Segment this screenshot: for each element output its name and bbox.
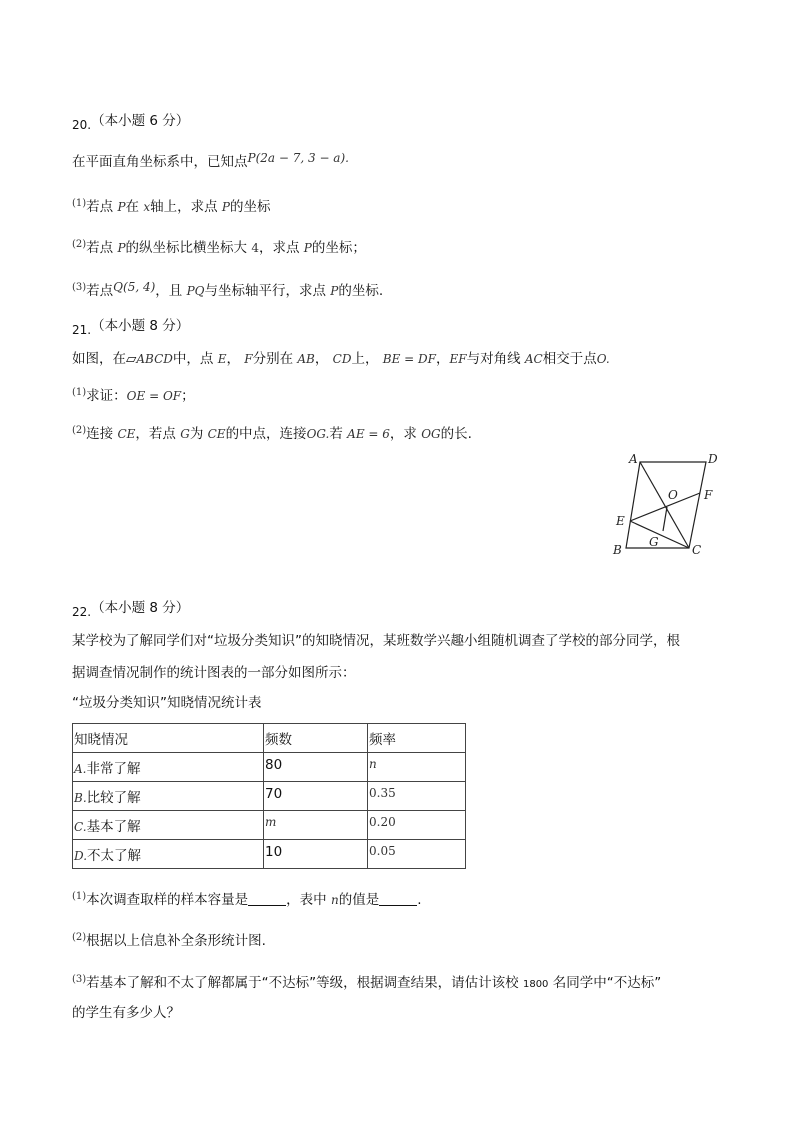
var: P — [330, 284, 339, 298]
q21-part2 — [72, 422, 472, 443]
q20-part3 — [72, 278, 383, 300]
text: 与对角线 — [466, 351, 521, 367]
point-p-expression: P(2a − 7, 3 − a). — [247, 151, 349, 165]
var: CE — [207, 427, 226, 441]
question-number: 20. — [72, 118, 92, 132]
text: 如图，在▱ — [72, 351, 137, 367]
question-score: （本小题 6 分） — [91, 113, 190, 129]
text: 的纵坐标比横坐标大 — [125, 240, 248, 256]
table-row — [73, 811, 466, 840]
text: 的值是 — [338, 892, 380, 908]
text: 若点 — [86, 199, 114, 215]
label-d: D — [708, 452, 718, 466]
part-mark: (1) — [72, 891, 87, 902]
text: 若点 — [86, 240, 114, 256]
q22-part3 — [72, 971, 661, 994]
text: 的坐标； — [311, 240, 366, 256]
var: ABCD — [136, 352, 173, 366]
parallelogram-abcd — [626, 462, 706, 548]
table-title: “垃圾分类知识”知晓情况统计表 — [72, 695, 262, 711]
text: 的坐标 — [230, 199, 271, 215]
label: 基本了解 — [86, 819, 141, 835]
q20-header — [72, 112, 189, 134]
q22-part2 — [72, 929, 266, 950]
question-score: （本小题 8 分） — [91, 600, 190, 616]
text: ，表中 — [286, 892, 327, 908]
var: AC — [524, 352, 543, 366]
statistics-table — [72, 723, 466, 869]
q21-stem — [72, 350, 610, 368]
table-row — [73, 782, 466, 811]
var: AB — [297, 352, 315, 366]
var: CE — [117, 427, 136, 441]
var: CD — [332, 352, 352, 366]
label-a: A — [629, 452, 638, 466]
diagonal-ac — [640, 462, 689, 548]
q21-header — [72, 317, 189, 339]
rate-cell: 0.35 — [368, 782, 466, 811]
text: ； — [181, 388, 195, 404]
label-c: C — [692, 543, 702, 557]
rate-cell: n — [368, 753, 466, 782]
parallelogram-figure — [600, 445, 730, 560]
q20-part2 — [72, 236, 366, 257]
var: OG — [421, 427, 441, 441]
math: OE = OF — [126, 389, 182, 403]
header-cell: 频数 — [264, 724, 368, 753]
text: ，求点 — [258, 240, 300, 256]
text: 若 — [329, 426, 343, 442]
category-cell — [73, 753, 264, 782]
text: 上， — [351, 351, 379, 367]
freq-cell: 80 — [264, 753, 368, 782]
text: 的中点，连接 — [225, 426, 307, 442]
text: 若基本了解和不太了解都属于“不达标”等级，根据调查结果，请估计该校 — [86, 975, 519, 991]
part-mark: (1) — [72, 198, 87, 209]
var: EF — [449, 352, 467, 366]
label-g: G — [649, 535, 659, 549]
text: 名同学中“不达标” — [552, 975, 662, 991]
category-cell — [73, 811, 264, 840]
text: 的长. — [440, 426, 472, 442]
freq-cell: m — [264, 811, 368, 840]
segment-og — [663, 507, 667, 531]
label-o: O — [668, 488, 678, 502]
text: 与坐标轴平行，求点 — [204, 283, 326, 299]
q22-stem-line2: 据调查情况制作的统计图表的一部分如图所示： — [72, 665, 356, 681]
label: 非常了解 — [86, 761, 141, 777]
number: 1800 — [522, 979, 549, 990]
number: 4 — [251, 241, 259, 255]
text: ，求 — [389, 426, 417, 442]
math: AE = 6 — [347, 427, 390, 441]
part-mark: (2) — [72, 425, 87, 436]
question-score: （本小题 8 分） — [91, 318, 190, 334]
segment-ce — [630, 521, 689, 548]
text: ， — [314, 351, 329, 367]
label-f: F — [704, 488, 713, 502]
rate-cell: 0.20 — [368, 811, 466, 840]
var: P — [117, 200, 126, 214]
text: 中，点 — [172, 351, 214, 367]
label: 不太了解 — [87, 848, 142, 864]
letter: A. — [74, 762, 87, 776]
var: PQ — [186, 284, 205, 298]
label-b: B — [613, 543, 622, 557]
text: ，且 — [155, 283, 183, 299]
var: G — [180, 427, 190, 441]
var: E — [217, 352, 227, 366]
text: ， — [436, 351, 450, 367]
q20-part1 — [72, 195, 271, 216]
text: 在 — [125, 199, 140, 215]
part-mark: (3) — [72, 282, 87, 293]
text: 轴上，求点 — [150, 199, 218, 215]
label-e: E — [616, 514, 625, 528]
header-cell: 频率 — [368, 724, 466, 753]
rate-cell: 0.05 — [368, 840, 466, 869]
question-number: 21. — [72, 323, 92, 337]
label: 比较了解 — [86, 790, 141, 806]
text: 连接 — [86, 426, 114, 442]
freq-cell: 10 — [264, 840, 368, 869]
text: 相交于点 — [542, 351, 597, 367]
question-number: 22. — [72, 605, 92, 619]
part-mark: (2) — [72, 932, 87, 943]
math: BE = DF — [382, 352, 436, 366]
freq-cell: 70 — [264, 782, 368, 811]
stem-text: 在平面直角坐标系中，已知点 — [72, 154, 248, 170]
var: O. — [596, 352, 610, 366]
text: 为 — [189, 426, 204, 442]
category-cell — [73, 782, 264, 811]
text: ， — [226, 351, 240, 367]
var: P — [303, 241, 312, 255]
q22-part3-line2: 的学生有多少人？ — [72, 1005, 180, 1021]
part-mark: (2) — [72, 239, 87, 250]
table-row — [73, 753, 466, 782]
var: P — [221, 200, 230, 214]
answer-blank[interactable] — [248, 892, 286, 906]
answer-blank[interactable] — [379, 892, 417, 906]
math: Q(5, 4) — [113, 280, 156, 294]
text: 求证： — [86, 388, 127, 404]
text: 的坐标. — [338, 283, 384, 299]
letter: D. — [74, 849, 88, 863]
q20-stem — [72, 149, 349, 171]
part-mark: (3) — [72, 974, 87, 985]
part-mark: (1) — [72, 387, 87, 398]
text: ，若点 — [135, 426, 176, 442]
text: 根据以上信息补全条形统计图. — [86, 933, 266, 949]
var: n — [330, 893, 339, 907]
var: F — [244, 352, 253, 366]
table-header-row — [73, 724, 466, 753]
q21-part1 — [72, 384, 195, 405]
q22-header — [72, 599, 189, 621]
text: . — [417, 892, 422, 908]
table-row — [73, 840, 466, 869]
header-cell: 知晓情况 — [73, 724, 264, 753]
math: OG. — [306, 427, 330, 441]
text: 若点 — [86, 283, 114, 299]
q22-stem-line1: 某学校为了解同学们对“垃圾分类知识”的知晓情况，某班数学兴趣小组随机调查了学校的部分同学，根 — [72, 633, 680, 649]
var: P — [117, 241, 126, 255]
text: 分别在 — [252, 351, 294, 367]
q22-part1 — [72, 888, 422, 909]
letter: C. — [74, 820, 87, 834]
category-cell — [73, 840, 264, 869]
var: x — [143, 200, 151, 214]
letter: B. — [74, 791, 87, 805]
text: 本次调查取样的样本容量是 — [86, 892, 249, 908]
